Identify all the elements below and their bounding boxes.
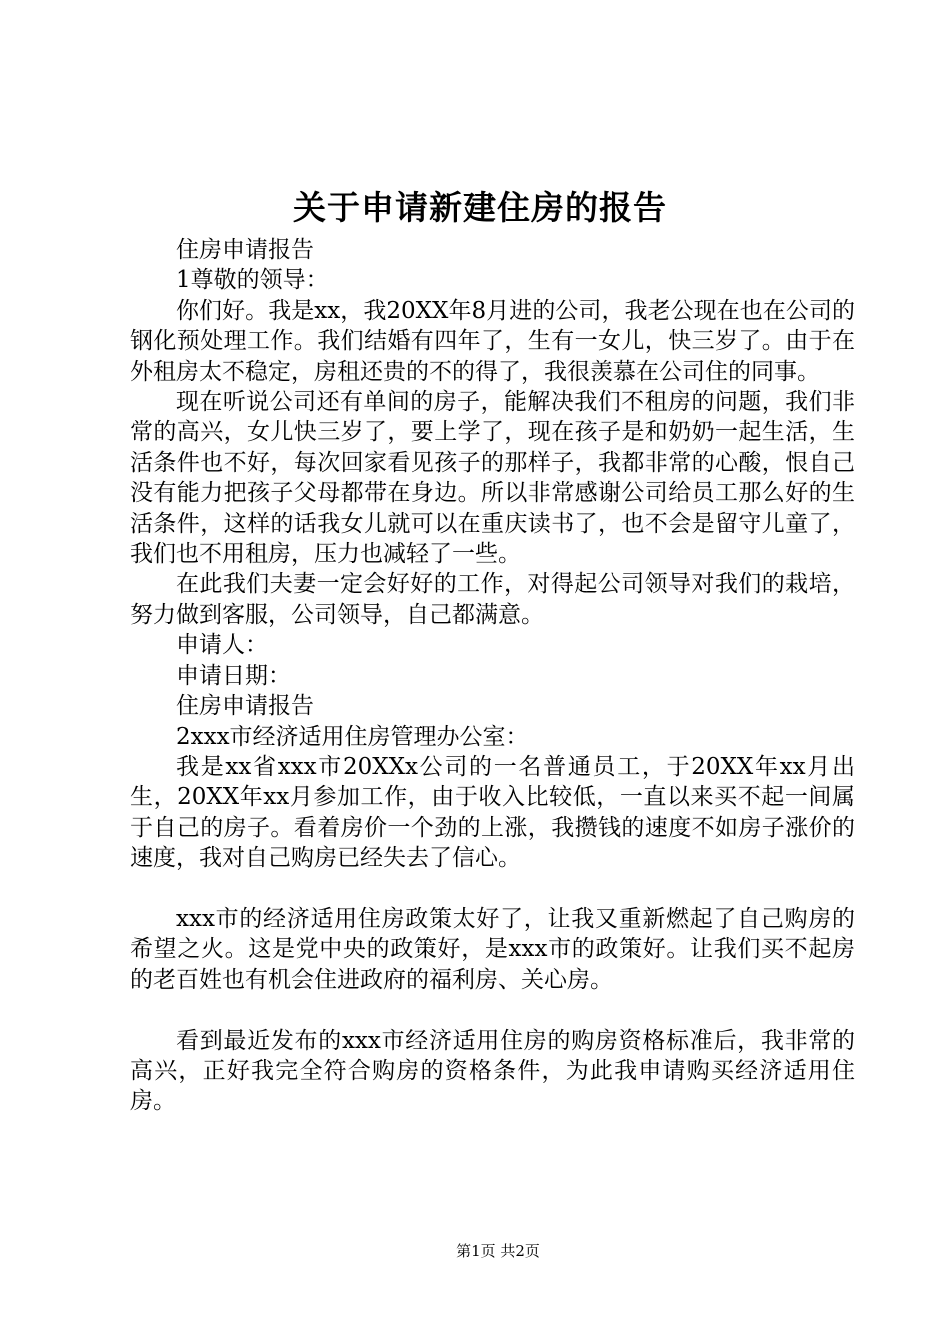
paragraph-body: 看到最近发布的xxx市经济适用住房的购房资格标准后，我非常的高兴，正好我完全符合购房的资格条件，为此我申请购买经济适用住房。 xyxy=(130,1027,855,1115)
page-footer: 第1页 共2页 xyxy=(456,1242,540,1260)
paragraph-heading-2: 住房申请报告 xyxy=(176,693,314,720)
paragraph-body: xxx市的经济适用住房政策太好了，让我又重新燃起了自己购房的希望之火。这是党中央的政策好，是xxx市的政策好。让我们买不起房的老百姓也有机会住进政府的福利房、关心房。 xyxy=(130,905,855,993)
paragraph-salutation-1: 1尊敬的领导： xyxy=(176,267,329,294)
paragraph-heading-1: 住房申请报告 xyxy=(176,237,314,263)
paragraph-body: 我是xx省xxx市20XXx公司的一名普通员工，于20XX年xx月出生，20XX年xx月参加工作，由于收入比较低，一直以来买不起一间属于自己的房子。看着房价一个劲的上涨，我攒钱的速度不如房子涨价的速度，我对自己购房已经失去了信心。 xyxy=(130,753,855,872)
document-title: 关于申请新建住房的报告 xyxy=(293,188,667,227)
paragraph-applicant: 申请人： xyxy=(176,632,268,659)
paragraph-body: 在此我们夫妻一定会好好的工作，对得起公司领导对我们的栽培，努力做到客服，公司领导，自己都满意。 xyxy=(130,571,855,628)
paragraph-body: 现在听说公司还有单间的房子，能解决我们不租房的问题，我们非常的高兴，女儿快三岁了，要上学了，现在孩子是和奶奶一起生活，生活条件也不好，每次回家看见孩子的那样子，我都非常的心酸，恨自己没有能力把孩子父母都带在身边。所以非常感谢公司给员工那么好的生活条件，这样的话我女儿就可以在重庆读书了，也不会是留守儿童了，我们也不用租房，压力也减轻了一些。 xyxy=(130,389,855,568)
document-body xyxy=(130,235,855,1117)
paragraph-body: 你们好。我是xx，我20XX年8月进的公司，我老公现在也在公司的钢化预处理工作。我们结婚有四年了，生有一女儿，快三岁了。由于在外租房太不稳定，房租还贵的不的得了，我很羡慕在公司住的同事。 xyxy=(130,297,855,385)
paragraph-salutation-2: 2xxx市经济适用住房管理办公室： xyxy=(176,723,529,750)
paragraph-date: 申请日期： xyxy=(176,662,291,689)
